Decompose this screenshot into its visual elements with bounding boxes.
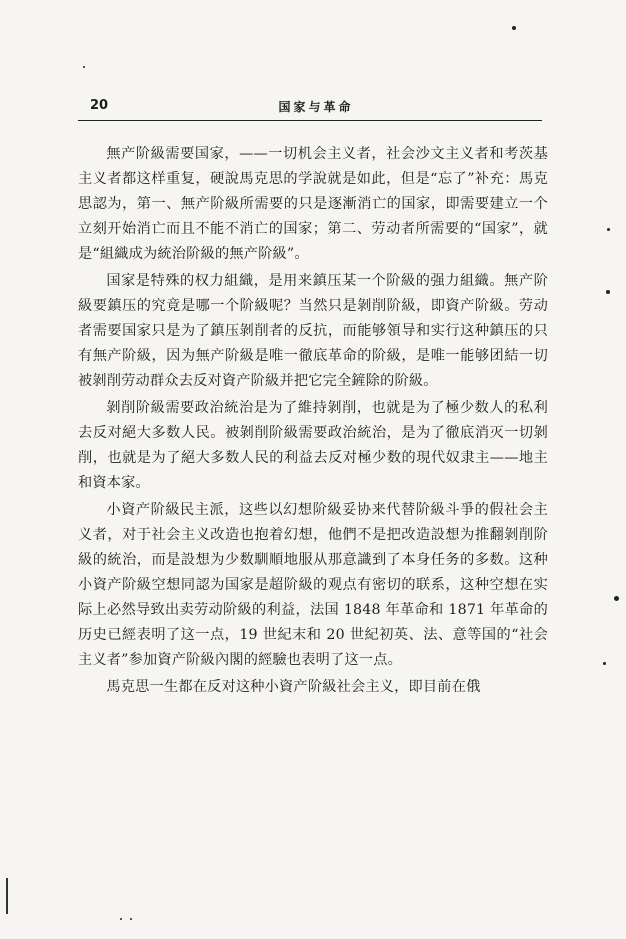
scan-speck [603, 662, 606, 665]
paragraph: 無产阶級需要国家，——一切机会主义者，社会沙文主义者和考茨基主义者都这样重复，硬說馬克思的学說就是如此，但是“忘了”补充：馬克思認为，第一、無产阶級所需要的只是逐漸消亡的国家，即需要建立一个立刻开始消亡而且不能不消亡的国家；第二、劳动者所需要的“国家”，就是“組織成为統治阶級的無产阶級”。 [78, 146, 548, 262]
scan-speck [512, 26, 516, 30]
scan-speck [614, 596, 619, 601]
paragraph: 小資产阶級民主派，这些以幻想阶級妥协来代替阶級斗爭的假社会主义者，对于社会主义改造也抱着幻想，他們不是把改造設想为推翻剝削阶級的統治，而是設想为少数馴順地服从那意識到了本身任务的多数。这种小資产阶級空想同認为国家是超阶級的观点有密切的联系，这种空想在实际上必然导致出卖劳动阶級的利益，法国 1848 年革命和 1871 年革命的历史已經表明了这一点，19 世紀末和 20 世紀初英、法、意等国的“社会主义者”参加資产阶級內閣的經驗也表明了这一点。 [78, 502, 548, 668]
paragraph: 国家是特殊的权力組織，是用来鎮压某一个阶級的强力組織。無产阶級要鎮压的究竟是哪一个阶級呢？当然只是剝削阶級，即資产阶級。劳动者需要国家只是为了鎮压剝削者的反抗，而能够領导和实行这种鎮压的只有無产阶級，因为無产阶級是唯一徹底革命的阶級，是唯一能够团結一切被剝削劳动群众去反对資产阶級并把它完全鏟除的阶級。 [78, 273, 548, 389]
scan-edge-line [6, 878, 8, 914]
paragraph: 剝削阶級需要政治統治是为了維持剝削，也就是为了極少数人的私利去反对絕大多数人民。被剝削阶級需要政治統治，是为了徹底消灭一切剝削，也就是为了絕大多数人民的利益去反对極少数的現代奴隶主——地主和資本家。 [78, 400, 548, 491]
scan-speck [606, 290, 610, 294]
scan-speck [83, 66, 85, 68]
paragraph: 馬克思一生都在反对这种小資产阶級社会主义，即目前在俄 [106, 679, 481, 695]
page-header [90, 98, 542, 118]
running-title: 国家与革命 [278, 100, 354, 114]
page-number: 20 [90, 98, 109, 113]
scan-speck [120, 918, 122, 920]
scan-speck [607, 228, 610, 231]
scan-speck [130, 918, 132, 920]
body-text [78, 142, 548, 702]
header-rule [78, 120, 542, 121]
